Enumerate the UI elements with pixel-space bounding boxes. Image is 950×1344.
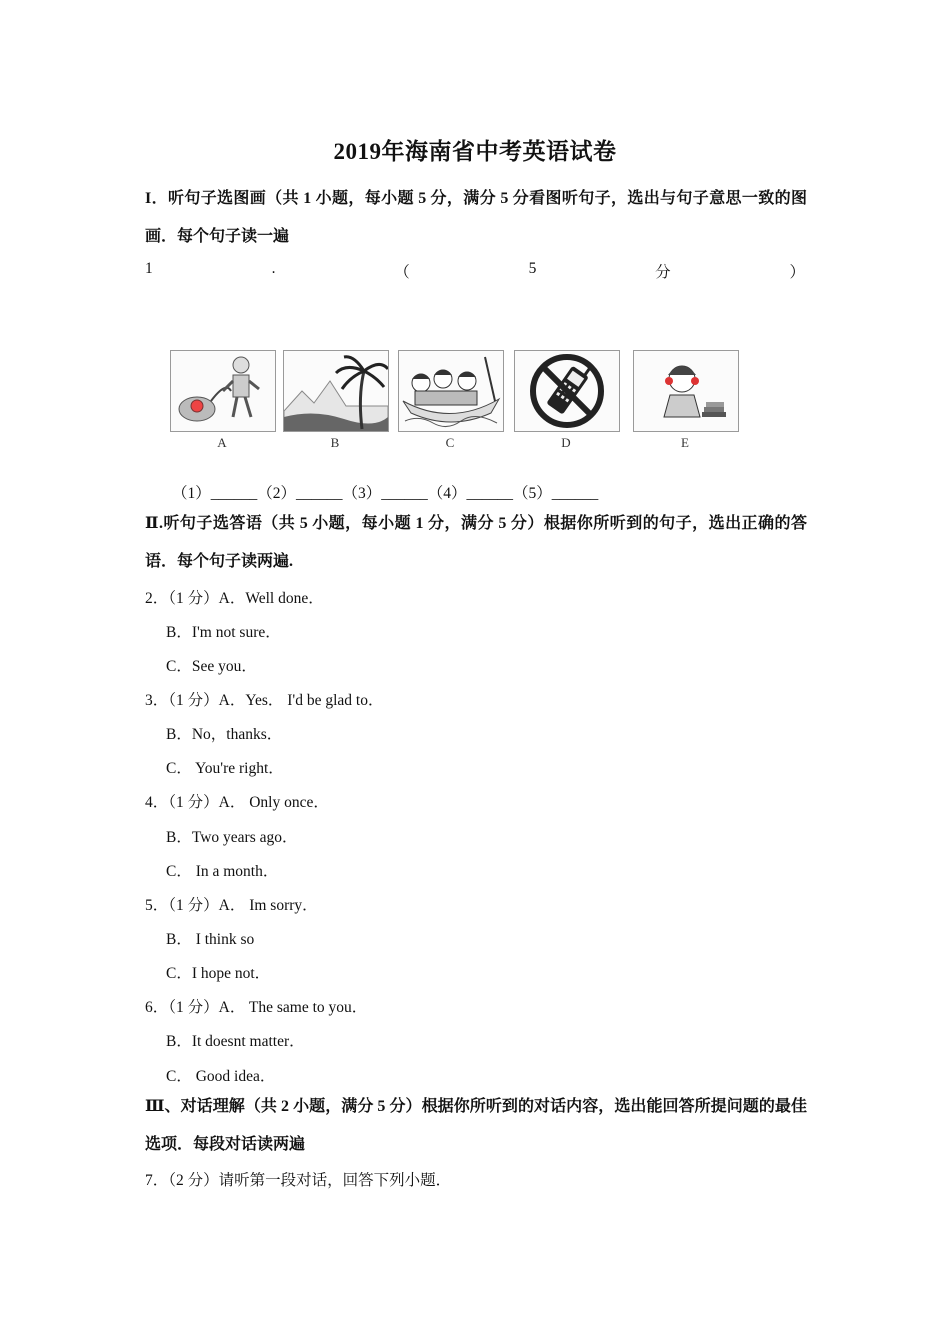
question-2-stem: 2．（1 分）A．Well done． — [145, 590, 324, 607]
question-2-option-b: B．I'm not sure． — [166, 624, 281, 641]
question-3-option-c: C． You're right． — [166, 760, 284, 777]
picture-b-label: B — [330, 435, 340, 450]
children-boat-icon — [399, 351, 503, 431]
question-7-stem: 7．（2 分）请听第一段对话，回答下列小题． — [145, 1172, 452, 1189]
question-5-stem: 5．（1 分）A． Im sorry． — [145, 897, 318, 914]
robot-vacuum-icon — [171, 351, 275, 431]
question-1-score-unit: 分 — [655, 264, 671, 281]
answer-blanks: （1）______（2）______（3）______（4）______（5）______ — [172, 485, 599, 502]
picture-e-label: E — [681, 435, 689, 450]
picture-e — [633, 350, 739, 432]
question-6-option-c: C． Good idea． — [166, 1068, 276, 1085]
picture-d-label: D — [561, 435, 571, 450]
picture-row — [166, 347, 742, 455]
question-3-stem: 3．（1 分）A．Yes． I'd be glad to． — [145, 692, 384, 709]
question-1-score: 5 — [528, 260, 537, 277]
question-5-option-c: C．I hope not． — [166, 965, 271, 982]
picture-d — [514, 350, 620, 432]
picture-c — [398, 350, 504, 432]
question-1-number: 1 — [145, 260, 153, 277]
section-1-heading: I．听句子选图画（共 1 小题，每小题 5 分，满分 5 分看图听句子，选出与句子意思一致的图画．每个句子读一遍 — [145, 190, 807, 245]
question-4-option-c: C． In a month． — [166, 863, 279, 880]
section-3-heading: Ⅲ、对话理解（共 2 小题，满分 5 分）根据你所听到的对话内容，选出能回答所提问题的最佳选项．每段对话读两遍 — [145, 1098, 807, 1153]
section-2-heading: Ⅱ.听句子选答语（共 5 小题，每小题 1 分，满分 5 分）根据你所听到的句子，选出正确的答语．每个句子读两遍. — [145, 515, 807, 570]
girl-headphones-icon — [634, 351, 738, 431]
question-3-option-b: B．No，thanks． — [166, 726, 283, 743]
picture-c-label: C — [445, 435, 455, 450]
picture-a-label: A — [217, 435, 227, 450]
question-1-open-paren: （ — [394, 264, 410, 281]
question-5-option-b: B． I think so — [166, 931, 255, 948]
no-phone-icon — [515, 351, 619, 431]
question-4-option-b: B．Two years ago． — [166, 829, 298, 846]
question-4-stem: 4．（1 分）A． Only once． — [145, 794, 329, 811]
page-title: 2019年海南省中考英语试卷 — [333, 139, 617, 164]
picture-b — [283, 350, 389, 432]
question-2-option-c: C．See you． — [166, 658, 257, 675]
palm-tree-icon — [284, 351, 388, 431]
question-6-option-b: B．It doesnt matter． — [166, 1033, 305, 1050]
question-6-stem: 6．（1 分）A． The same to you． — [145, 999, 368, 1016]
question-1-close-paren: ） — [789, 264, 805, 281]
question-1-dot: . — [271, 260, 276, 277]
picture-a — [170, 350, 276, 432]
question-1-header — [145, 260, 805, 282]
